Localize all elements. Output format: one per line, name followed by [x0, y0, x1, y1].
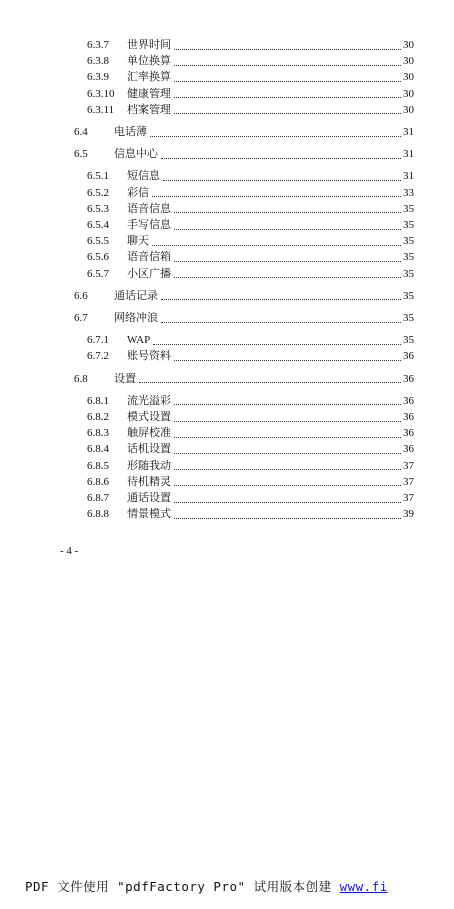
- toc-entry-page: 37: [403, 459, 414, 472]
- toc-entry-title: 小区广播: [127, 267, 171, 280]
- footer-text: PDF 文件使用 "pdfFactory Pro" 试用版本创建: [25, 879, 340, 894]
- toc-dot-leader: [161, 158, 401, 159]
- toc-dot-leader: [150, 136, 401, 137]
- toc-entry-title: 电话薄: [114, 126, 147, 138]
- toc-dot-leader: [152, 196, 401, 197]
- toc-entry-number: 6.3.9: [87, 71, 109, 84]
- toc-entry-title: 手写信息: [127, 219, 171, 231]
- toc-entry[interactable]: [87, 250, 414, 264]
- toc-entry-number: 6.7: [74, 312, 88, 324]
- toc-dot-leader: [153, 344, 401, 345]
- footer-link[interactable]: www.fi: [339, 879, 388, 894]
- toc-entry-title: 话机设置: [127, 443, 171, 456]
- toc-entry-number: 6.8.5: [87, 459, 109, 472]
- toc-entry-number: 6.3.8: [87, 55, 109, 68]
- toc-dot-leader: [174, 81, 401, 82]
- toc-entry-number: 6.7.1: [87, 334, 109, 347]
- toc-entry-page: 30: [403, 55, 414, 68]
- toc-entry[interactable]: [87, 507, 414, 521]
- toc-entry-title: 设置: [114, 372, 136, 385]
- toc-entry-page: 30: [403, 71, 414, 84]
- toc-entry[interactable]: [87, 218, 414, 232]
- toc-entry-page: 35: [403, 267, 414, 280]
- toc-entry[interactable]: [87, 426, 414, 440]
- toc-entry-number: 6.4: [74, 126, 88, 138]
- toc-dot-leader: [174, 502, 401, 503]
- toc-entry-page: 35: [403, 289, 414, 302]
- toc-dot-leader: [174, 212, 401, 213]
- toc-dot-leader: [174, 437, 401, 438]
- toc-entry[interactable]: [87, 491, 414, 505]
- toc-entry-title: 信息中心: [114, 148, 158, 161]
- toc-entry-page: 31: [403, 148, 414, 161]
- toc-entry[interactable]: [87, 70, 414, 84]
- toc-entry-title: WAP: [127, 334, 151, 347]
- toc-entry-number: 6.8.4: [87, 443, 109, 456]
- toc-entry-page: 36: [403, 427, 414, 440]
- toc-entry-number: 6.3.11: [87, 103, 115, 116]
- toc-entry-number: 6.8: [74, 372, 88, 385]
- toc-entry-title: 触屏校准: [127, 427, 171, 440]
- toc-dot-leader: [174, 277, 401, 278]
- toc-entry-page: 35: [403, 202, 414, 215]
- toc-entry-number: 6.3.10: [87, 87, 115, 100]
- toc-entry-title: 汇率换算: [127, 71, 171, 84]
- toc-entry-title: 待机精灵: [127, 475, 171, 488]
- toc-entry-page: 35: [403, 312, 414, 324]
- toc-entry-number: 6.8.8: [87, 508, 109, 521]
- toc-entry-number: 6.5.7: [87, 267, 109, 280]
- toc-dot-leader: [174, 404, 401, 405]
- toc-entry-title: 单位换算: [127, 55, 171, 68]
- toc-dot-leader: [174, 49, 401, 50]
- toc-dot-leader: [174, 65, 401, 66]
- toc-entry[interactable]: [74, 289, 414, 303]
- toc-entry[interactable]: [87, 475, 414, 489]
- toc-entry-page: 36: [403, 394, 414, 407]
- toc-entry-number: 6.8.6: [87, 475, 109, 488]
- toc-entry[interactable]: [74, 372, 414, 386]
- toc-entry-title: 网络冲浪: [114, 312, 158, 324]
- toc-entry-title: 档案管理: [127, 103, 171, 116]
- toc-entry-title: 短信息: [127, 170, 160, 183]
- toc-entry-number: 6.7.2: [87, 350, 109, 363]
- toc-dot-leader: [174, 229, 401, 230]
- toc-entry-number: 6.5.6: [87, 251, 109, 264]
- toc-dot-leader: [174, 421, 401, 422]
- toc-entry-title: 健康管理: [127, 87, 171, 100]
- toc-dot-leader: [139, 382, 401, 383]
- toc-entry-title: 聊天: [127, 235, 149, 248]
- toc-entry[interactable]: [74, 125, 414, 139]
- toc-dot-leader: [174, 485, 401, 486]
- toc-dot-leader: [152, 245, 401, 246]
- toc-entry-number: 6.5.5: [87, 235, 109, 248]
- toc-entry-number: 6.8.3: [87, 427, 109, 440]
- toc-entry-number: 6.6: [74, 289, 88, 302]
- toc-entry-title: 彩信: [127, 186, 149, 199]
- toc-entry[interactable]: [87, 186, 414, 200]
- toc-dot-leader: [174, 97, 401, 98]
- toc-dot-leader: [174, 469, 401, 470]
- toc-entry-page: 35: [403, 334, 414, 347]
- toc-entry-number: 6.5.4: [87, 219, 109, 231]
- toc-entry[interactable]: [87, 442, 414, 456]
- toc-entry-number: 6.3.7: [87, 39, 109, 51]
- toc-entry-title: 世界时间: [127, 39, 171, 51]
- toc-entry-page: 31: [403, 170, 414, 183]
- toc-entry[interactable]: [87, 103, 414, 117]
- toc-entry-page: 30: [403, 39, 414, 51]
- toc-entry-number: 6.5.2: [87, 186, 109, 199]
- toc-entry-title: 模式设置: [127, 411, 171, 423]
- toc-entry-title: 流光溢彩: [127, 394, 171, 407]
- toc-entry-number: 6.8.2: [87, 411, 109, 423]
- toc-entry-page: 35: [403, 219, 414, 231]
- toc-entry-page: 35: [403, 235, 414, 248]
- toc-entry-page: 31: [403, 126, 414, 138]
- toc-dot-leader: [174, 453, 401, 454]
- toc-entry-page: 36: [403, 372, 414, 385]
- toc-entry-title: 语音信箱: [127, 251, 171, 264]
- toc-entry-title: 通话记录: [114, 289, 158, 302]
- toc-entry[interactable]: [74, 311, 414, 325]
- toc-entry-page: 35: [403, 251, 414, 264]
- toc-entry-title: 语音信息: [127, 202, 171, 215]
- toc-dot-leader: [174, 113, 401, 114]
- toc-entry-number: 6.8.7: [87, 492, 109, 504]
- toc-entry-title: 情景模式: [127, 508, 171, 521]
- toc-entry-page: 30: [403, 87, 414, 100]
- toc-entry-title: 形随我动: [127, 459, 171, 472]
- toc-entry-number: 6.5.3: [87, 202, 109, 215]
- toc-entry[interactable]: [87, 333, 414, 347]
- toc-entry-title: 账号资料: [127, 350, 171, 363]
- toc-entry[interactable]: [87, 459, 414, 473]
- toc-entry-page: 37: [403, 475, 414, 488]
- toc-entry-number: 6.8.1: [87, 394, 109, 407]
- toc-dot-leader: [174, 518, 401, 519]
- toc-entry-page: 36: [403, 350, 414, 363]
- toc-dot-leader: [161, 322, 401, 323]
- toc-dot-leader: [174, 261, 401, 262]
- toc-dot-leader: [174, 360, 401, 361]
- toc-entry[interactable]: [87, 410, 414, 424]
- toc-entry[interactable]: [87, 38, 414, 52]
- toc-entry[interactable]: [87, 202, 414, 216]
- toc-entry-page: 37: [403, 492, 414, 504]
- toc-entry-page: 36: [403, 443, 414, 456]
- page-number: - 4 -: [60, 545, 79, 557]
- toc-dot-leader: [161, 299, 401, 300]
- toc-entry[interactable]: [87, 267, 414, 281]
- toc-entry-number: 6.5: [74, 148, 88, 161]
- toc-entry[interactable]: [87, 169, 414, 183]
- toc-entry[interactable]: [87, 54, 414, 68]
- toc-entry[interactable]: [87, 234, 414, 248]
- toc-entry[interactable]: [74, 147, 414, 161]
- toc-entry-number: 6.5.1: [87, 170, 109, 183]
- watermark-footer: [25, 877, 388, 895]
- toc-entry[interactable]: [87, 349, 414, 363]
- toc-entry-page: 36: [403, 411, 414, 423]
- toc-entry-page: 33: [403, 186, 414, 199]
- toc-entry-title: 通话设置: [127, 492, 171, 504]
- toc-entry-page: 30: [403, 103, 414, 116]
- toc-entry[interactable]: [87, 394, 414, 408]
- toc-entry-page: 39: [403, 508, 414, 521]
- toc-entry[interactable]: [87, 87, 414, 101]
- toc-dot-leader: [163, 180, 401, 181]
